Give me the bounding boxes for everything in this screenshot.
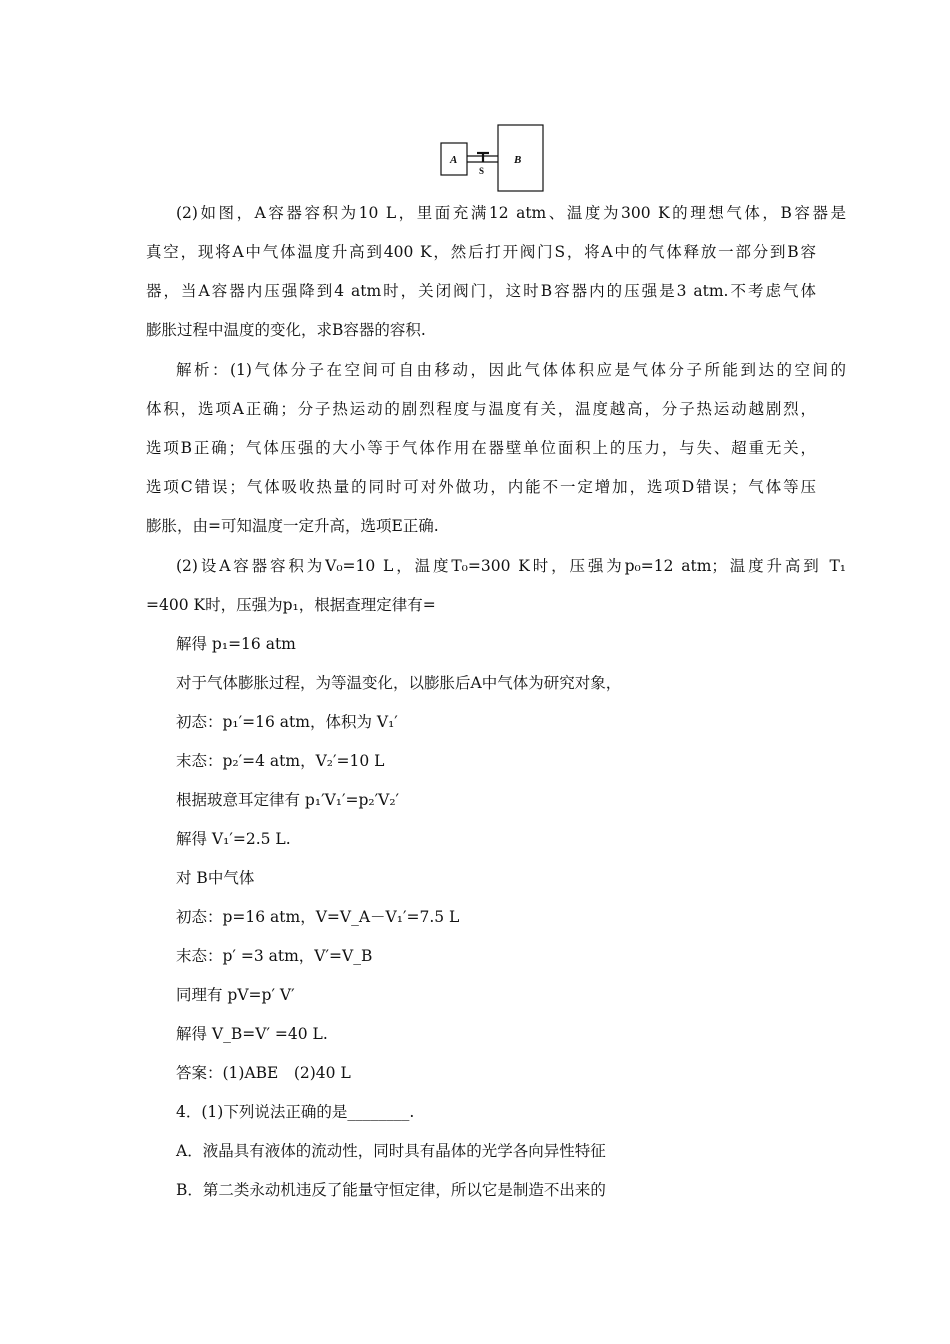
container-diagram-svg xyxy=(438,122,548,194)
text-line: 膨胀过程中温度的变化，求B容器的容积. xyxy=(146,321,426,339)
container-diagram xyxy=(438,122,548,194)
text-line: 真空，现将A中气体温度升高到400 K，然后打开阀门S，将A中的气体释放一部分到B容 xyxy=(146,243,816,261)
question-line: 4．(1)下列说法正确的是________. xyxy=(176,1103,415,1121)
text-line: 体积，选项A正确；分子热运动的剧烈程度与温度有关，温度越高，分子热运动越剧烈， xyxy=(146,400,816,418)
option-b: B．第二类永动机违反了能量守恒定律，所以它是制造不出来的 xyxy=(176,1181,606,1199)
label-a: A xyxy=(450,154,458,166)
text-line: 选项B正确；气体压强的大小等于气体作用在器壁单位面积上的压力，与失、超重无关， xyxy=(146,439,816,457)
text-line: 根据玻意耳定律有 p₁′V₁′=p₂′V₂′ xyxy=(176,791,400,809)
text-line: 对于气体膨胀过程，为等温变化，以膨胀后A中气体为研究对象， xyxy=(176,674,622,692)
text-line: (2)设A容器容积为V₀=10 L，温度T₀=300 K时，压强为p₀=12 atm；温度升高到 T₁ xyxy=(176,557,846,575)
text-line: 末态：p′ =3 atm，V′=V_B xyxy=(176,947,373,965)
text-line: (2)如图，A容器容积为10 L，里面充满12 atm、温度为300 K的理想气体，B容器是 xyxy=(176,204,846,222)
text-line: 初态：p₁′=16 atm，体积为 V₁′ xyxy=(176,713,398,731)
option-a: A．液晶具有液体的流动性，同时具有晶体的光学各向异性特征 xyxy=(176,1142,606,1160)
text-line: 解得 V₁′=2.5 L. xyxy=(176,830,291,848)
text-line: 同理有 pV=p′ V′ xyxy=(176,986,295,1004)
text-line: 解析：(1)气体分子在空间可自由移动，因此气体体积应是气体分子所能到达的空间的 xyxy=(176,361,846,379)
text-line: 解得 p₁=16 atm xyxy=(176,635,296,653)
text-line: 选项C错误；气体吸收热量的同时可对外做功，内能不一定增加，选项D错误；气体等压 xyxy=(146,478,816,496)
text-line: =400 K时，压强为p₁，根据查理定律有= xyxy=(146,596,436,614)
label-b: B xyxy=(514,154,522,166)
text-line: 膨胀，由=可知温度一定升高，选项E正确. xyxy=(146,517,439,535)
text-line: 末态：p₂′=4 atm，V₂′=10 L xyxy=(176,752,385,770)
text-line: 初态：p=16 atm，V=V_A－V₁′=7.5 L xyxy=(176,908,460,926)
text-line: 对 B中气体 xyxy=(176,869,255,887)
answer-line: 答案：(1)ABE (2)40 L xyxy=(176,1064,351,1082)
text-line: 器，当A容器内压强降到4 atm时，关闭阀门，这时B容器内的压强是3 atm.不考虑气体 xyxy=(146,282,816,300)
label-s: S xyxy=(479,166,485,176)
text-line: 解得 V_B=V′ =40 L. xyxy=(176,1025,328,1043)
